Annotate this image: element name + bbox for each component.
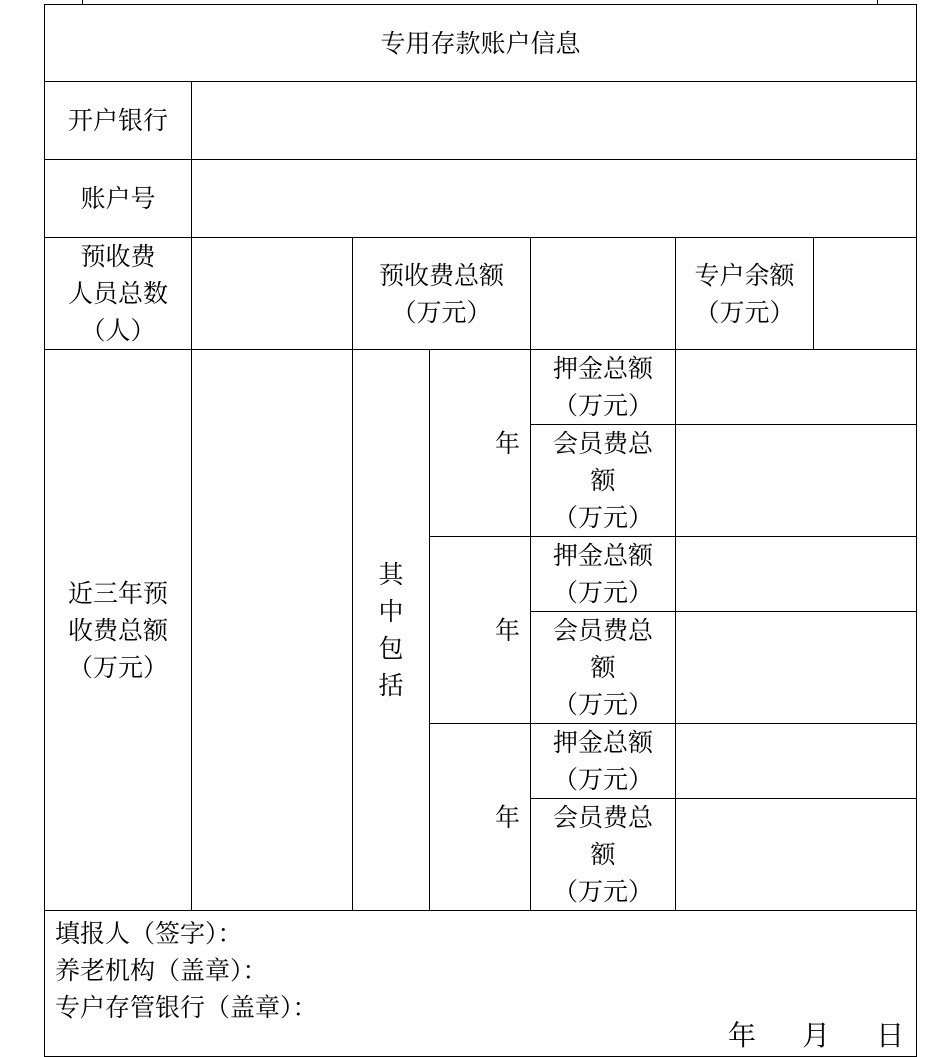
year-1-label[interactable]: 年 [430,350,531,537]
year-2-member-value[interactable] [676,612,917,724]
year-1-deposit-label [531,350,676,425]
three-year-label-line: 收费总额 [67,615,168,645]
three-year-label [45,350,192,911]
member-label-line: （万元） [552,690,653,719]
date-line [728,1018,904,1054]
bank-stamp-label[interactable]: 专户存管银行（盖章）： [55,993,318,1022]
deposit-account-form [44,4,917,1057]
signature-area [45,911,917,1057]
deposit-label-line: 押金总额 [552,354,653,383]
including-char: 包 [378,634,404,663]
year-1-deposit-row [45,350,917,425]
prepaid-total-label-line: （万元） [391,297,492,327]
member-label-line: 会员费总 [552,429,653,458]
three-year-label-line: 近三年预 [67,578,168,608]
member-label-line: 会员费总 [552,616,653,645]
filler-signature-label[interactable]: 填报人（签字）： [55,919,243,948]
year-1-deposit-value[interactable] [676,350,917,425]
including-char: 括 [378,671,404,700]
deposit-label-line: 押金总额 [552,728,653,757]
balance-label-line: 专户余额 [694,260,795,290]
prepaid-count-value[interactable] [192,238,353,350]
account-value[interactable] [192,160,917,238]
member-label-line: 额 [590,840,616,869]
deposit-label-line: （万元） [552,391,653,420]
prepaid-count-label-line: （人） [80,316,156,345]
balance-value[interactable] [814,238,917,350]
year-3-deposit-value[interactable] [676,724,917,799]
form-title: 专用存款账户信息 [45,5,917,82]
bank-row [45,82,917,160]
member-label-line: （万元） [552,503,653,532]
date-month-label[interactable]: 月 [802,1019,831,1052]
prepaid-total-label-line: 预收费总额 [378,260,504,290]
prepaid-total-label [353,238,531,350]
three-year-label-line: （万元） [67,652,168,682]
prepaid-total-value[interactable] [531,238,676,350]
year-2-label[interactable]: 年 [430,537,531,724]
year-1-member-value[interactable] [676,425,917,537]
deposit-label-line: 押金总额 [552,541,653,570]
three-year-value[interactable] [192,350,353,911]
including-char: 中 [378,597,404,626]
title-row [45,5,917,82]
balance-label-line: （万元） [694,297,795,327]
balance-label [676,238,814,350]
date-day-label[interactable]: 日 [876,1019,905,1052]
prepaid-count-label-line: 预收费 [80,242,156,271]
prepaid-count-label-line: 人员总数 [67,279,168,308]
member-label-line: 会员费总 [552,803,653,832]
year-1-member-label [531,425,676,537]
footer-row [45,911,917,1057]
deposit-label-line: （万元） [552,765,653,794]
account-label: 账户号 [45,160,192,238]
year-2-deposit-label [531,537,676,612]
year-2-deposit-value[interactable] [676,537,917,612]
date-year-label[interactable]: 年 [728,1019,757,1052]
including-label [353,350,430,911]
deposit-label-line: （万元） [552,578,653,607]
member-label-line: 额 [590,653,616,682]
year-3-member-label [531,799,676,911]
institution-stamp-label[interactable]: 养老机构（盖章）： [55,956,268,985]
year-3-member-value[interactable] [676,799,917,911]
bank-label: 开户银行 [45,82,192,160]
year-3-deposit-label [531,724,676,799]
member-label-line: （万元） [552,877,653,906]
prepaid-count-label [45,238,192,350]
including-char: 其 [378,560,404,589]
account-row [45,160,917,238]
bank-value[interactable] [192,82,917,160]
year-3-label[interactable]: 年 [430,724,531,911]
prepaid-row [45,238,917,350]
member-label-line: 额 [590,466,616,495]
year-2-member-label [531,612,676,724]
